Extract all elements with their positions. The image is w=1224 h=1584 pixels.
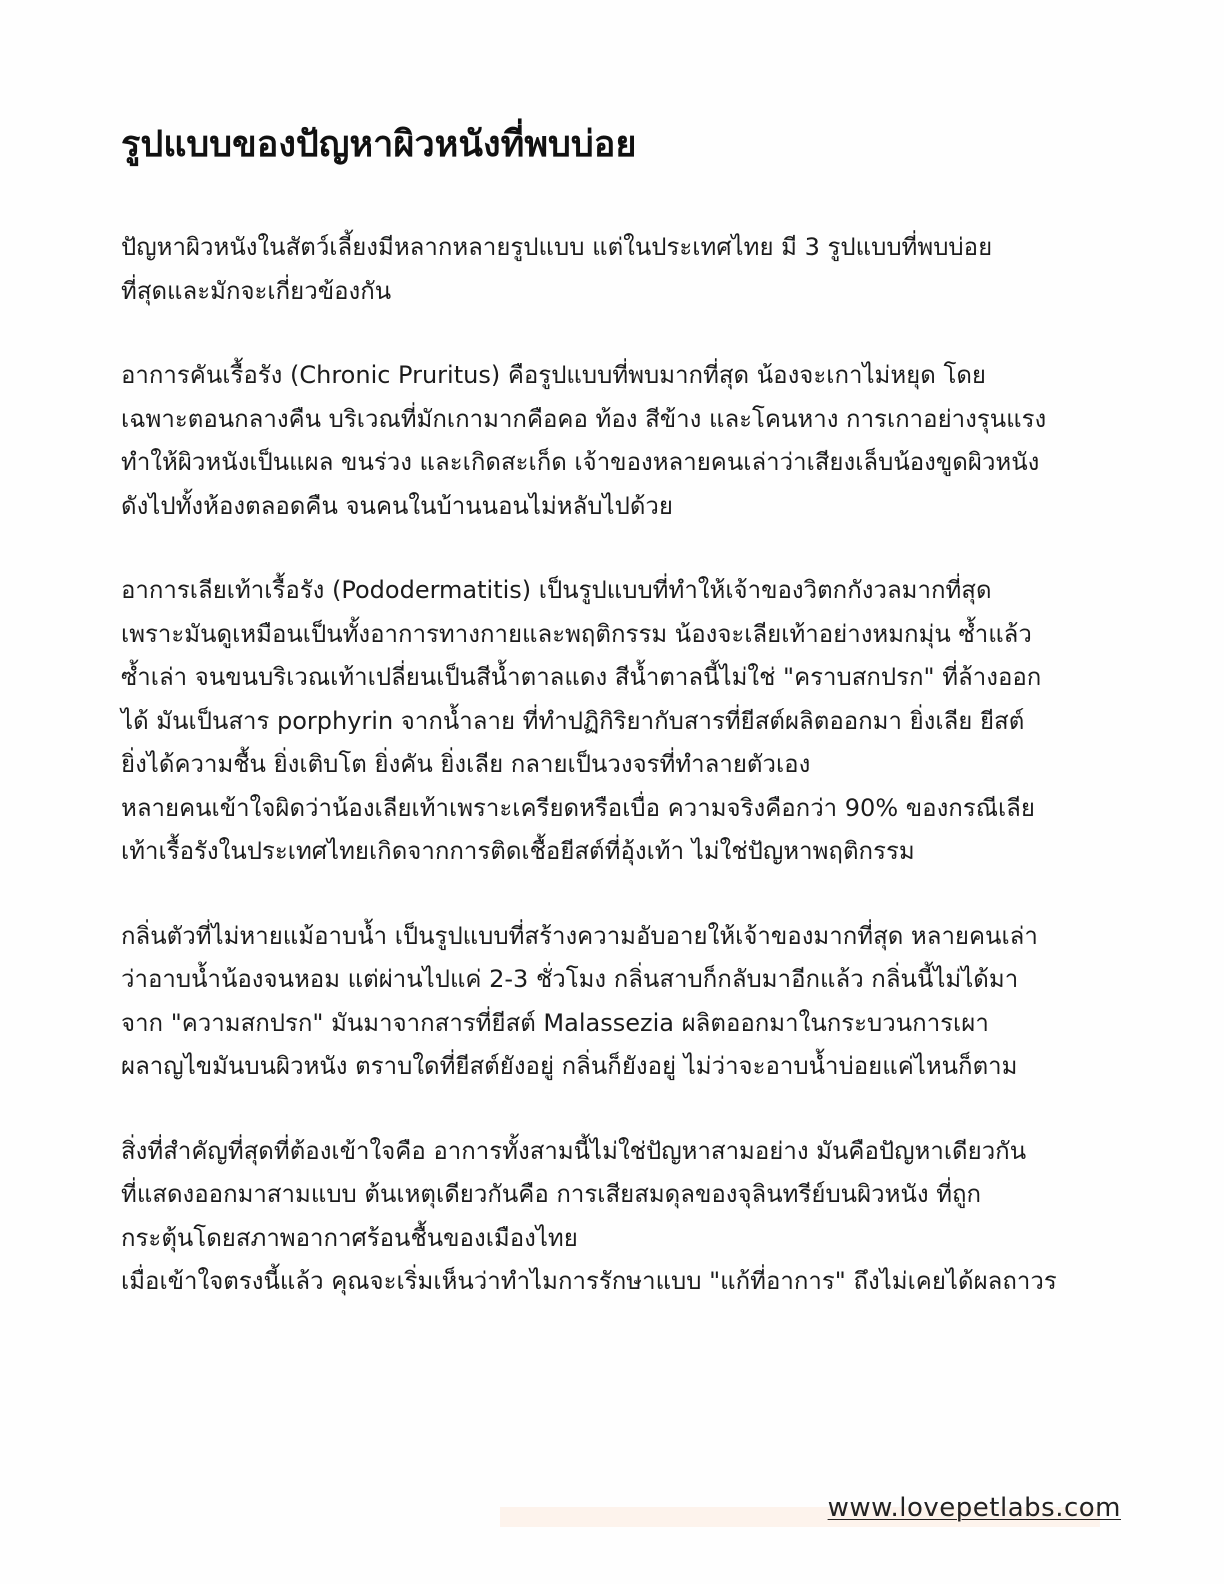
- document-body: [121, 118, 1111, 1345]
- paragraph-line: สิ่งที่สำคัญที่สุดที่ต้องเข้าใจคือ อาการทั้งสามนี้ไม่ใช่ปัญหาสามอย่าง มันคือปัญหาเดียวกัน: [121, 1136, 1027, 1165]
- page-title: รูปแบบของปัญหาผิวหนังที่พบบ่อย: [121, 124, 637, 165]
- paragraph-line: อาการคันเรื้อรัง (Chronic Pruritus) คือรูปแบบที่พบมากที่สุด น้องจะเกาไม่หยุด โดย: [121, 361, 986, 389]
- paragraph-pododermatitis: [121, 569, 1111, 874]
- paragraph-line: ทำให้ผิวหนังเป็นแผล ขนร่วง และเกิดสะเก็ด เจ้าของหลายคนเล่าว่าเสียงเล็บน้องขูดผิวหนัง: [121, 448, 1040, 476]
- paragraph-line: ผลาญไขมันบนผิวหนัง ตราบใดที่ยีสต์ยังอยู่ กลิ่นก็ยังอยู่ ไม่ว่าจะอาบน้ำบ่อยแค่ไหนก็ตาม: [121, 1052, 1018, 1080]
- paragraph-intro: [121, 226, 1111, 313]
- paragraph-chronic-pruritus: [121, 354, 1111, 528]
- paragraph-line: เฉพาะตอนกลางคืน บริเวณที่มักเกามากคือคอ ท้อง สีข้าง และโคนหาง การเกาอย่างรุนแรง: [121, 404, 1047, 433]
- paragraph-line: กระตุ้นโดยสภาพอากาศร้อนชื้นของเมืองไทย: [121, 1223, 578, 1252]
- paragraph-line: ดังไปทั้งห้องตลอดคืน จนคนในบ้านนอนไม่หลับไปด้วย: [121, 491, 673, 520]
- paragraph-line: จาก "ความสกปรก" มันมาจากสารที่ยีสต์ Malassezia ผลิตออกมาในกระบวนการเผา: [121, 1008, 989, 1037]
- paragraph-line: หลายคนเข้าใจผิดว่าน้องเลียเท้าเพราะเครียดหรือเบื่อ ความจริงคือกว่า 90% ของกรณีเลีย: [121, 793, 1035, 822]
- paragraph-line: อาการเลียเท้าเรื้อรัง (Pododermatitis) เป็นรูปแบบที่ทำให้เจ้าของวิตกกังวลมากที่สุด: [121, 576, 992, 604]
- paragraph-line: ปัญหาผิวหนังในสัตว์เลี้ยงมีหลากหลายรูปแบบ แต่ในประเทศไทย มี 3 รูปแบบที่พบบ่อย: [121, 233, 993, 261]
- paragraph-line: ที่สุดและมักจะเกี่ยวข้องกัน: [121, 276, 392, 305]
- paragraph-conclusion: [121, 1130, 1111, 1304]
- paragraph-line: เท้าเรื้อรังในประเทศไทยเกิดจากการติดเชื้อยีสต์ที่อุ้งเท้า ไม่ใช่ปัญหาพฤติกรรม: [121, 837, 915, 865]
- paragraph-line: ว่าอาบน้ำน้องจนหอม แต่ผ่านไปแค่ 2-3 ชั่วโมง กลิ่นสาบก็กลับมาอีกแล้ว กลิ่นนี้ไม่ได้มา: [121, 965, 1019, 993]
- paragraph-line: กลิ่นตัวที่ไม่หายแม้อาบน้ำ เป็นรูปแบบที่สร้างความอับอายให้เจ้าของมากที่สุด หลายคนเล่า: [121, 921, 1038, 950]
- paragraph-line: ยิ่งได้ความชื้น ยิ่งเติบโต ยิ่งคัน ยิ่งเลีย กลายเป็นวงจรที่ทำลายตัวเอง: [121, 750, 811, 778]
- paragraph-line: ที่แสดงออกมาสามแบบ ต้นเหตุเดียวกันคือ การเสียสมดุลของจุลินทรีย์บนผิวหนัง ที่ถูก: [121, 1180, 982, 1208]
- paragraph-line: ซ้ำเล่า จนขนบริเวณเท้าเปลี่ยนเป็นสีน้ำตาลแดง สีน้ำตาลนี้ไม่ใช่ "คราบสกปรก" ที่ล้างออก: [121, 663, 1042, 691]
- paragraph-line: เมื่อเข้าใจตรงนี้แล้ว คุณจะเริ่มเห็นว่าทำไมการรักษาแบบ "แก้ที่อาการ" ถึงไม่เคยได้ผลถาวร: [121, 1267, 1057, 1295]
- website-link[interactable]: www.lovepetlabs.com: [827, 1493, 1121, 1523]
- paragraph-line: ได้ มันเป็นสาร porphyrin จากน้ำลาย ที่ทำปฏิกิริยากับสารที่ยีสต์ผลิตออกมา ยิ่งเลีย ยีสต์: [121, 706, 1025, 735]
- paragraph-body-odor: [121, 915, 1111, 1089]
- paragraph-line: เพราะมันดูเหมือนเป็นทั้งอาการทางกายและพฤติกรรม น้องจะเลียเท้าอย่างหมกมุ่น ซ้ำแล้ว: [121, 619, 1032, 648]
